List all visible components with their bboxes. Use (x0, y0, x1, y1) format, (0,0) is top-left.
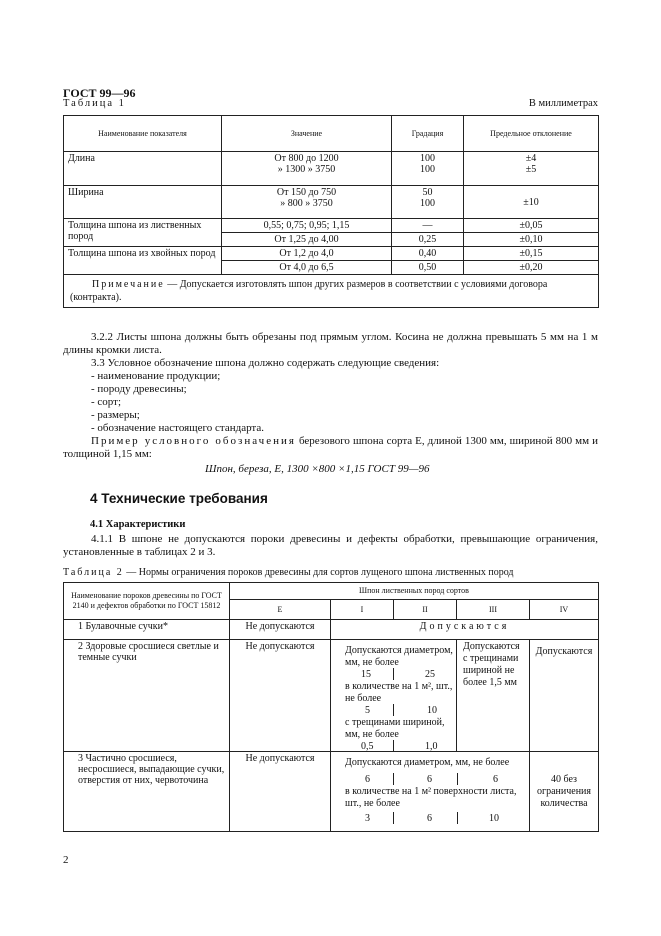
grade-iii-cell: Допускаются с трещинами шириной не более 1,5 мм (457, 640, 530, 752)
value-line: От 800 до 1200 (274, 153, 339, 164)
value-i: 5 (365, 705, 370, 716)
grades-rest-cell: Допускаются (331, 620, 599, 640)
divider (393, 773, 394, 785)
grad-cell: 0,40 (392, 247, 464, 261)
crack-text: с трещинами шириной, мм, не более (345, 717, 445, 740)
value-i: 6 (365, 774, 370, 785)
dev-cell: ±0,10 (464, 233, 599, 247)
note-label: Примечание (92, 279, 165, 290)
allowed-diameter-text: Допускаются диаметром, мм, не более (345, 645, 453, 668)
grad-cell: 0,50 (392, 261, 464, 275)
value-ii: 10 (427, 705, 437, 716)
column-header: Наименование показателя (64, 116, 222, 152)
table1-unit: В миллиметрах (528, 98, 598, 109)
column-header: Предельное отклонение (464, 116, 599, 152)
grade-header: II (394, 600, 457, 620)
table-row (64, 640, 599, 752)
value-line: От 150 до 750 (276, 187, 337, 198)
row-name: Ширина (64, 186, 222, 219)
row-name: Длина (64, 152, 222, 186)
grades-i-ii-cell (331, 640, 457, 752)
grade-header: III (457, 600, 530, 620)
row-name: Толщина шпона из лиственных пород (64, 219, 222, 247)
table2-caption-label: Таблица 2 (63, 567, 124, 578)
value-ii: 6 (427, 813, 432, 824)
note-text: — Допускается изготовлять шпон других размеров в соответствии с условиями договора (контракта). (70, 279, 548, 303)
dev-cell: ±0,05 (464, 219, 599, 233)
grade-iv-cell: Допускаются (530, 640, 599, 752)
paragraph-4-1-1: 4.1.1 В шпоне не допускаются пороки древесины и дефекты обработки, превышающие ограничения, установленные в таблицах 2 и 3. (63, 533, 598, 558)
value-iii: 10 (489, 813, 499, 824)
row-name: Толщина шпона из хвойных пород (64, 247, 222, 275)
grad-cell: — (392, 219, 464, 233)
grade-header: E (230, 600, 331, 620)
grade-e-cell: Не допускаются (230, 620, 331, 640)
table-note-row (64, 275, 599, 308)
dev-line: ±10 (464, 186, 599, 219)
value-i: 15 (361, 669, 371, 680)
value-ii: 25 (425, 669, 435, 680)
list-item: - обозначение настоящего стандарта. (91, 422, 265, 434)
divider (393, 740, 394, 752)
grad-line: 100 (420, 198, 435, 209)
grade-e-cell: Не допускаются (230, 752, 331, 832)
dev-cell: ±0,15 (464, 247, 599, 261)
list-item: - породу древесины; (91, 383, 187, 395)
example-text: березового шпона сорта Е, длиной 1300 мм, шириной 800 мм и толщиной 1,15 мм: (63, 435, 598, 460)
table-row (64, 620, 599, 640)
value-i: 0,5 (361, 741, 374, 752)
grade-e-cell: Не допускаются (230, 640, 331, 752)
table2-caption (63, 567, 514, 578)
count-text: в количестве на 1 м², шт., не более (345, 681, 453, 704)
table-row (64, 247, 599, 261)
value-cell: От 1,25 до 4,00 (222, 233, 392, 247)
value-i: 3 (365, 813, 370, 824)
section-heading: 4 Технические требования (90, 491, 268, 506)
table1-caption: Таблица 1 (63, 98, 126, 109)
divider (457, 773, 458, 785)
dev-cell: ±0,20 (464, 261, 599, 275)
row-name: 3 Частично сросшиеся, несросшиеся, выпадающие сучки, отверстия от них, червоточина (64, 752, 230, 832)
value-cell: От 1,2 до 4,0 (222, 247, 392, 261)
value-iii: 6 (493, 774, 498, 785)
grad-cell: 0,25 (392, 233, 464, 247)
divider (457, 812, 458, 824)
grades-i-iii-cell (331, 752, 530, 832)
paragraph-3-2-2: 3.2.2 Листы шпона должны быть обрезаны под прямым углом. Косина не должна превышать 5 мм на 1 м длины кромки листа. (63, 331, 598, 356)
example-paragraph (63, 435, 598, 461)
table-2 (63, 582, 599, 832)
value-ii: 1,0 (425, 741, 438, 752)
page-number: 2 (63, 854, 69, 866)
dev-line: ±4 (525, 153, 537, 164)
table2-caption-text: — Нормы ограничения пороков древесины для сортов лущеного шпона лиственных пород (123, 567, 514, 578)
row-name: 2 Здоровые сросшиеся светлые и темные сучки (64, 640, 230, 752)
column-header: Значение (222, 116, 392, 152)
group-header: Шпон лиственных пород сортов (230, 583, 599, 600)
grade-header: I (331, 600, 394, 620)
table-1 (63, 115, 599, 308)
example-label: Пример условного обозначения (91, 435, 296, 447)
column-header: Наименование пороков древесины по ГОСТ 2140 и дефектов обработки по ГОСТ 15812 (64, 583, 230, 620)
divider (393, 704, 394, 716)
allowed-diameter-text: Допускаются диаметром, мм, не более (345, 757, 510, 768)
list-item: - наименование продукции; (91, 370, 221, 382)
column-header: Градация (392, 116, 464, 152)
table1-header-row (64, 116, 599, 152)
paragraph-3-3: 3.3 Условное обозначение шпона должно содержать следующие сведения: (91, 357, 440, 369)
subsection-heading: 4.1 Характеристики (90, 519, 186, 530)
value-line: » 800 » 3750 (280, 198, 333, 209)
table-row (64, 219, 599, 233)
grad-line: 100 (420, 153, 435, 164)
divider (393, 668, 394, 680)
table-row (64, 186, 599, 219)
value-cell: От 4,0 до 6,5 (222, 261, 392, 275)
example-formula: Шпон, береза, Е, 1300 ×800 ×1,15 ГОСТ 99—96 (205, 463, 430, 475)
grad-line: 50 (422, 187, 433, 198)
doc-code: ГОСТ 99—96 (63, 86, 136, 100)
grad-line: 100 (420, 164, 435, 175)
count-text: в количестве на 1 м² поверхности листа, шт., не более (345, 786, 517, 809)
row-name: 1 Булавочные сучки* (64, 620, 230, 640)
value-line: » 1300 » 3750 (277, 164, 336, 175)
list-item: - размеры; (91, 409, 140, 421)
list-item: - сорт; (91, 396, 122, 408)
dev-line: ±5 (525, 164, 537, 175)
table-row (64, 752, 599, 832)
grade-header: IV (530, 600, 599, 620)
value-cell: 0,55; 0,75; 0,95; 1,15 (222, 219, 392, 233)
table-row (64, 152, 599, 186)
value-ii: 6 (427, 774, 432, 785)
grade-iv-cell: 40 без ограничения количества (530, 752, 599, 832)
divider (393, 812, 394, 824)
